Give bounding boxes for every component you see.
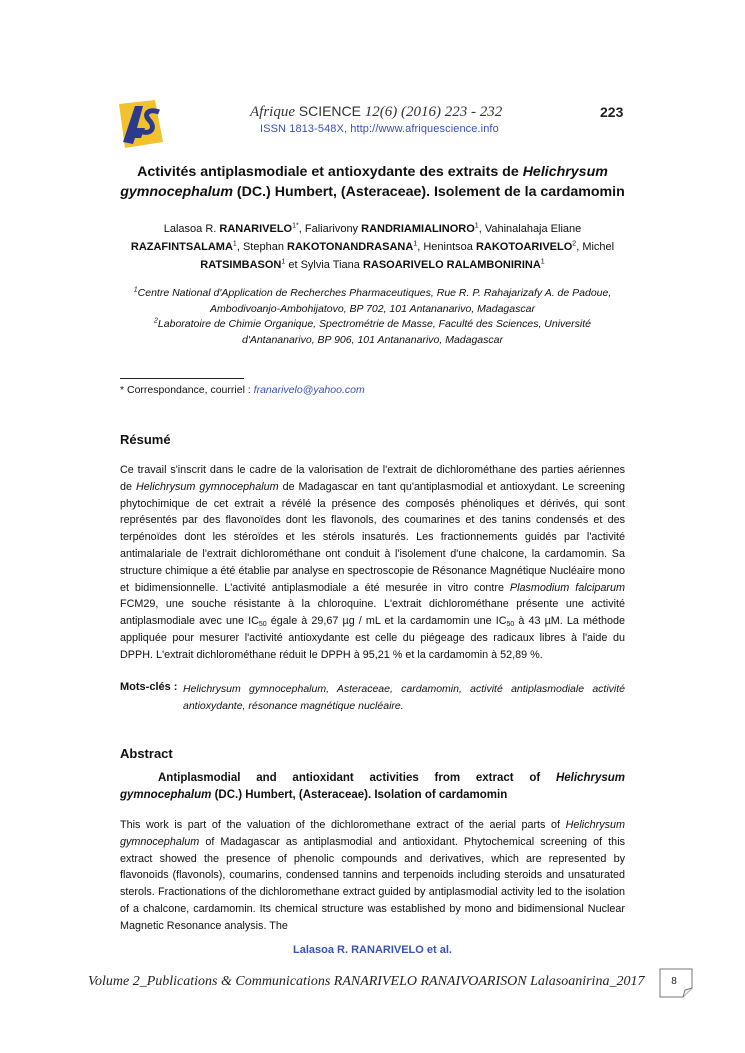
abstract-heading: Abstract <box>120 746 173 761</box>
author-affil: 1 <box>413 240 418 248</box>
author-surname: RATSIMBASON <box>200 259 282 271</box>
title-text: Activités antiplasmodiale et antioxydante des extraits de <box>137 164 523 180</box>
author-given: Stephan <box>242 241 284 253</box>
running-footer-author: Lalasoa R. RANARIVELO et al. <box>293 944 452 956</box>
author-given: Sylvia Tiana <box>300 259 360 271</box>
author-surname: RANDRIAMIALINORO <box>361 223 475 235</box>
author-affil: 1* <box>292 222 299 230</box>
issn-line[interactable]: ISSN 1813-548X, http://www.afriquescience.info <box>260 123 499 135</box>
affiliations <box>120 286 625 348</box>
journal-name-italic: Afrique <box>250 104 295 120</box>
author-surname: RAKOTONANDRASANA <box>287 241 414 253</box>
keywords-text: Helichrysum gymnocephalum, Asteraceae, cardamomin, activité antiplasmodiale activité antioxydante, résonance magnétique nucléaire. <box>183 683 625 712</box>
abstract-paragraph <box>120 817 625 935</box>
resume-text: Ce travail s'inscrit dans le cadre de la valorisation de l'extrait de dichlorométhane des parties aériennes de <box>120 464 625 493</box>
correspondence-email-link[interactable]: franarivelo@yahoo.com <box>253 384 365 396</box>
title-text-end: (DC.) Humbert, (Asteraceae). Isolement de la cardamomin <box>232 184 625 200</box>
author-given: Lalasoa R. <box>163 223 217 235</box>
resume-text: de Madagascar en tant qu'antiplasmodial et antioxydant. Le screening phytochimique de cet extrait a révélé la présence des composés phénoliques et dérivés, qui sont représentés par des flavonoïdes dont les flavonols, des coumarines et des tanins condensés et des terpénoïdes dont les stéroïdes et les stérols insaturés. Les fractionnements guidés par l'activité antimalariale de l'extrait dichlorométhane ont conduit à l'isolement d'une chalcone, la cardamomin. Sa structure chimique a été établie par analyse en spectroscopie de Résonance Magnétique Nucléaire mono et bidimensionnelle. L'activité antiplasmodiale a été mesurée in vitro contre <box>120 480 625 594</box>
resume-species: Plasmodium falciparum <box>509 581 625 594</box>
abstract-species: Helichrysum gymnocephalum <box>120 819 625 848</box>
subscript: 50 <box>506 621 515 629</box>
volume-line: Volume 2_Publications & Communications RANARIVELO RANAIVOARISON Lalasoanirina_2017 <box>88 974 645 989</box>
resume-paragraph <box>120 462 625 664</box>
journal-name: SCIENCE <box>298 103 361 119</box>
resume-heading: Résumé <box>120 432 171 447</box>
author-affil: 1 <box>232 240 237 248</box>
journal-citation <box>250 103 502 121</box>
keywords-label: Mots-clés : <box>120 681 178 693</box>
affiliation-1 <box>120 286 625 317</box>
resume-text: à 43 µM. La méthode appliquée pour mesurer l'activité antioxydante est celle du piégeage des radicaux libres à l'aide du DPPH. L'extrait dichlorométhane réduit le DPPH à 95,21 % et la cardamomin à 52,89 %. <box>120 615 625 661</box>
author-surname: RAZAFINTSALAMA <box>130 241 233 253</box>
correspondence <box>120 384 365 396</box>
page-box-number: 8 <box>671 976 677 987</box>
subscript: 50 <box>258 621 267 629</box>
author-affil: 2 <box>572 240 577 248</box>
abstract-title-species: Helichrysum gymnocephalum <box>120 772 625 801</box>
author-conjunction: et <box>288 259 298 271</box>
title-species: Helichrysum gymnocephalum <box>120 164 608 200</box>
author-surname: RANARIVELO <box>219 223 293 235</box>
resume-text: égale à 29,67 µg / mL et la cardamomin une IC <box>266 615 507 628</box>
author-given: Michel <box>582 241 615 253</box>
affiliation-text: Laboratoire de Chimie Organique, Spectrométrie de Masse, Faculté des Sciences, Université d'Antananarivo, BP 906, 101 Antananarivo, Madagascar <box>157 318 591 346</box>
abstract-title <box>120 770 625 804</box>
resume-text: FCM29, une souche résistante à la chloroquine. L'extrait dichlorométhane présente une activité antiplasmodiale avec une IC <box>120 598 625 628</box>
author-given: Faliarivony <box>304 223 359 235</box>
journal-logo <box>115 98 167 150</box>
author-affil: 1 <box>474 222 479 230</box>
author-given: Henintsoa <box>423 241 473 253</box>
affiliation-text: Centre National d'Application de Recherches Pharmaceutiques, Rue R. P. Rahajarizafy A. de Padoue, Ambodivoanjo-Ambohijatovo, BP 702, 101 Antananarivo, Madagascar <box>137 287 612 315</box>
abstract-text: of Madagascar as antiplasmodial and antioxidant. Phytochemical screening of this extract showed the presence of phenolic compounds and derivatives, which are represented by flavonoids (flavonols), coumarins, condensed tannins and terpenoids including steroids and unsaturated sterols. Fractionations of the dichloromethane extract guided by antiplasmodial activity led to the isolation of a chalcone, cardamomin. Its chemical structure was established by mono and bidimensional Nuclear Magnetic Resonance analysis. The <box>120 835 625 932</box>
abstract-title-text-end: (DC.) Humbert, (Asteraceae). Isolation of cardamomin <box>211 789 508 801</box>
page-number: 223 <box>600 104 624 120</box>
author-given: Vahinalahaja Eliane <box>484 223 582 235</box>
affiliation-marker: 1 <box>133 286 138 294</box>
footnote-rule <box>120 378 244 379</box>
paper-title <box>120 162 625 202</box>
journal-issue: 12(6) (2016) 223 - 232 <box>364 104 503 120</box>
correspondence-label: * Correspondance, courriel : <box>120 384 251 396</box>
author-list: Lalasoa R. $RANARIVELO^{1*}$, Faliarivony RANDRIAMIALINORO$^1$, Vahinalahaja Eliane RAZAFINTSALAMA$^1$, Stephan RAKOTONANDRASANA$^1$, Henintsoa RAKOTOARIVELO$^2$, Michel RATSIMBASON$^1$ et Sylvia Tiana RASOARIVELO RALAMBONIRINA$^1$ <box>130 222 615 271</box>
abstract-text: This work is part of the valuation of the dichloromethane extract of the aerial parts of <box>120 819 566 831</box>
affiliation-2 <box>120 317 625 348</box>
author-surname: RASOARIVELO RALAMBONIRINA <box>362 259 541 271</box>
abstract-title-text: Antiplasmodial and antioxidant activities from extract of <box>158 772 556 784</box>
author-affil: 1 <box>281 258 286 266</box>
author-affil: 1 <box>540 258 545 266</box>
affiliation-marker: 2 <box>154 317 158 325</box>
resume-species: Helichrysum gymnocephalum <box>136 480 279 493</box>
author-surname: RAKOTOARIVELO <box>475 241 573 253</box>
